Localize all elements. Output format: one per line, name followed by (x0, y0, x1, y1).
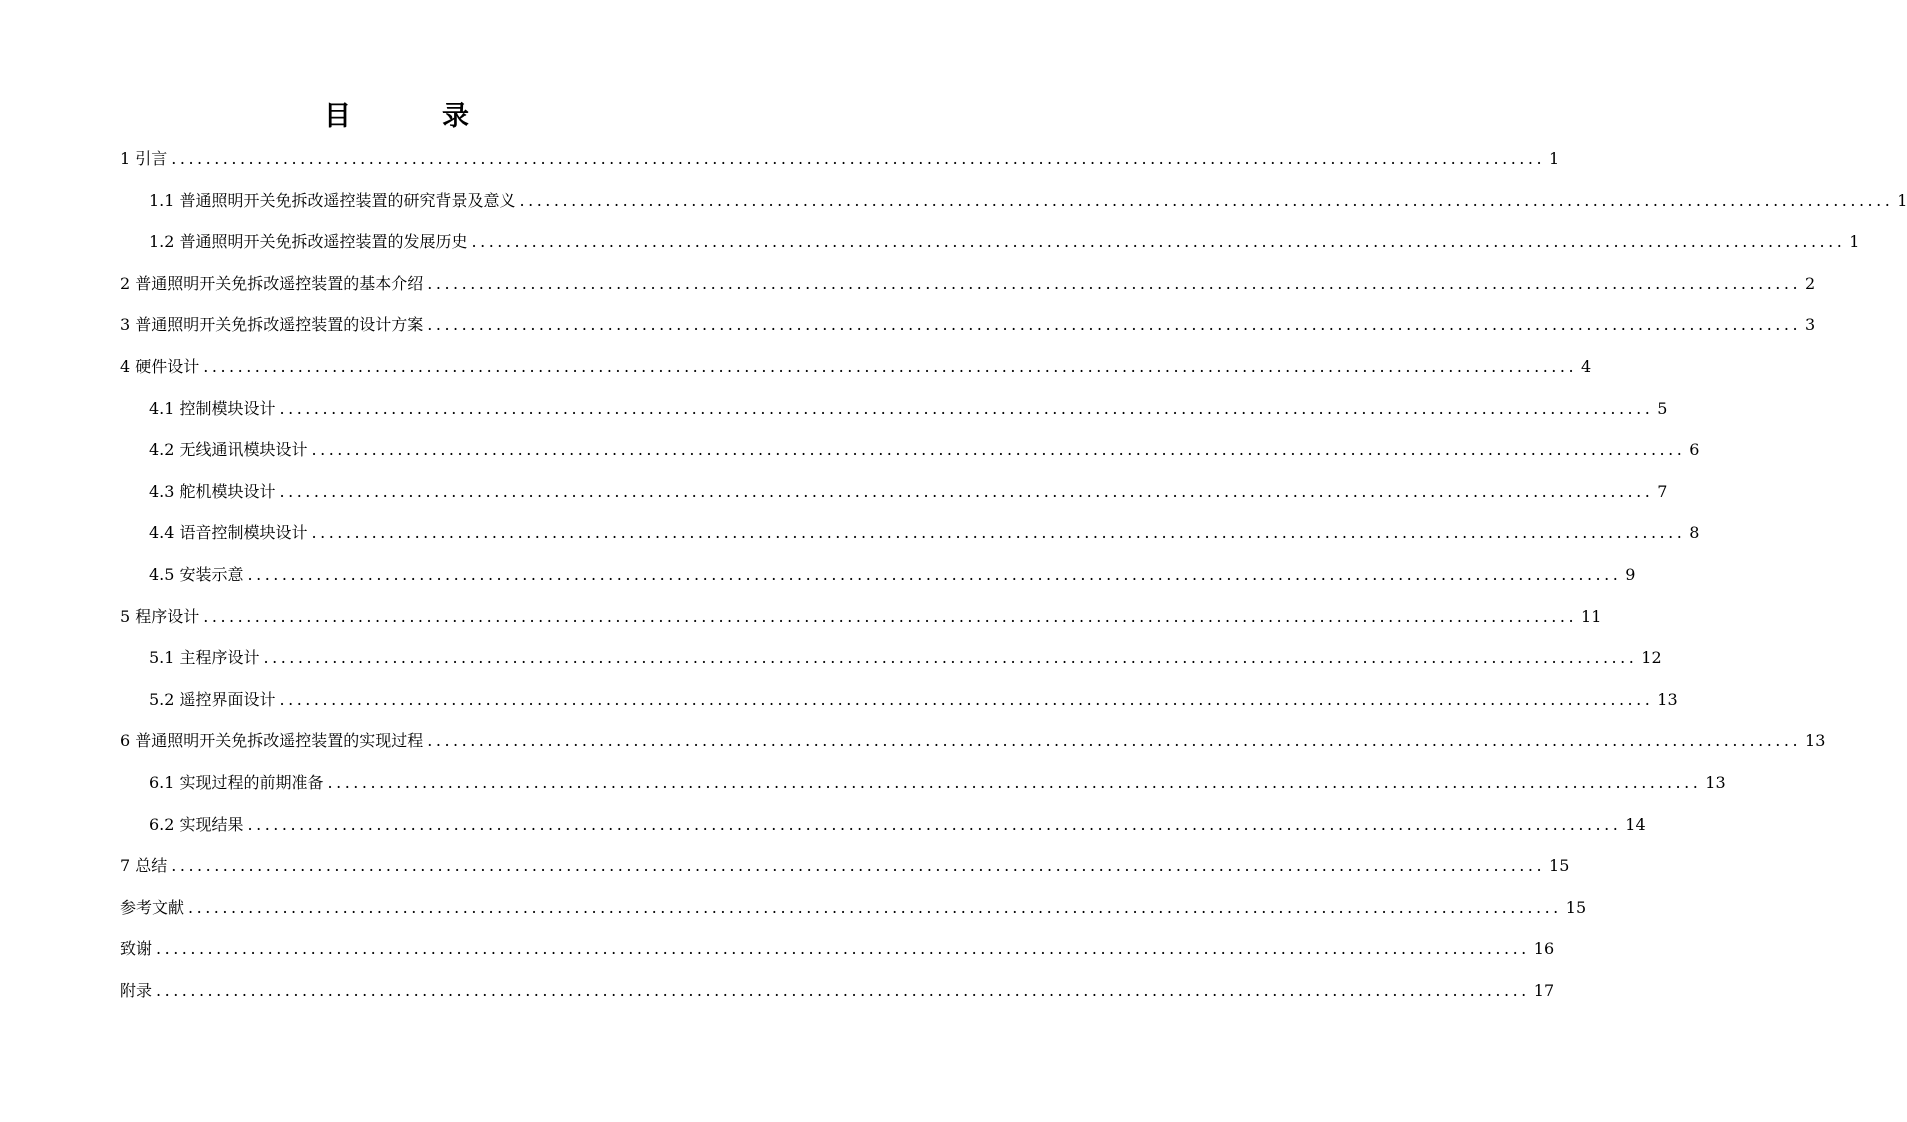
toc-entry-title: 参考文献 (120, 897, 185, 917)
toc-entry-title: 2 普通照明开关免拆改遥控装置的基本介绍 (120, 273, 424, 293)
toc-dot-leader: ................................................................................................................................................................ (427, 315, 1802, 335)
toc-entry-title: 4 硬件设计 (120, 356, 200, 376)
toc-entry-page-number: 2 (1805, 273, 1816, 293)
toc-entry-title: 6 普通照明开关免拆改遥控装置的实现过程 (120, 731, 424, 751)
toc-entry-page-number: 13 (1805, 731, 1826, 751)
toc-entry-page-number: 13 (1705, 772, 1726, 792)
toc-dot-leader: ................................................................................................................................................................ (171, 149, 1546, 168)
toc-entry[interactable] (120, 354, 1592, 396)
toc-dot-leader: ................................................................................................................................................................ (156, 939, 1530, 959)
toc-entry-title: 5.2 遥控界面设计 (149, 689, 276, 709)
toc-entry[interactable] (120, 936, 1555, 978)
toc-entry-page-number: 1 (1549, 149, 1560, 168)
toc-entry[interactable] (120, 562, 1636, 604)
toc-entry-page-number: 17 (1533, 980, 1555, 1000)
toc-entry-page-number: 15 (1549, 856, 1570, 876)
toc-entry[interactable] (120, 146, 1560, 188)
toc-dot-leader: ................................................................................................................................................................ (188, 897, 1562, 917)
toc-entry-title: 附录 (120, 980, 153, 1000)
toc-entry-title: 4.4 语音控制模块设计 (149, 523, 308, 543)
toc-dot-leader: ................................................................................................................................................................ (247, 564, 1622, 584)
toc-dot-leader: ................................................................................................................................................................ (156, 980, 1530, 1000)
toc-entry-title: 1.2 普通照明开关免拆改遥控装置的发展历史 (149, 232, 468, 252)
toc-entry[interactable] (120, 479, 1668, 521)
page-title: 目 录 (324, 101, 501, 132)
toc-entry[interactable] (120, 645, 1662, 687)
toc-entry-title: 6.1 实现过程的前期准备 (149, 772, 324, 792)
toc-entry-page-number: 7 (1657, 481, 1668, 501)
toc-entry[interactable] (120, 812, 1646, 854)
toc-entry[interactable] (120, 604, 1602, 646)
toc-entry[interactable] (120, 728, 1826, 770)
toc-entry-title: 5 程序设计 (120, 606, 200, 626)
toc-entry-title: 1 引言 (120, 149, 168, 168)
toc-dot-leader: ................................................................................................................................................................ (279, 481, 1654, 501)
toc-entry[interactable] (120, 312, 1816, 354)
toc-dot-leader: ................................................................................................................................................................ (203, 356, 1578, 376)
toc-entry-page-number: 9 (1625, 564, 1636, 584)
toc-dot-leader: ................................................................................................................................................................ (203, 606, 1578, 626)
toc-dot-leader: ................................................................................................................................................................ (311, 523, 1686, 543)
toc-entry[interactable] (120, 895, 1587, 937)
toc-entry-page-number: 1 (1897, 190, 1907, 210)
toc-dot-leader: ................................................................................................................................................................ (263, 648, 1638, 668)
toc-dot-leader: ................................................................................................................................................................ (247, 814, 1622, 834)
toc-entry-page-number: 15 (1565, 897, 1587, 917)
toc-entry-page-number: 16 (1533, 939, 1555, 959)
table-of-contents (120, 146, 1907, 1019)
toc-entry-page-number: 12 (1641, 648, 1662, 668)
toc-entry-title: 3 普通照明开关免拆改遥控装置的设计方案 (120, 315, 424, 335)
toc-entry-page-number: 1 (1849, 232, 1860, 252)
toc-dot-leader: ................................................................................................................................................................ (427, 731, 1802, 751)
toc-dot-leader: ................................................................................................................................................................ (171, 856, 1546, 876)
toc-entry-page-number: 3 (1805, 315, 1816, 335)
toc-entry-title: 4.3 舵机模块设计 (149, 481, 276, 501)
toc-entry-title: 致谢 (120, 939, 153, 959)
toc-entry-title: 5.1 主程序设计 (149, 648, 260, 668)
toc-entry[interactable] (120, 687, 1678, 729)
toc-entry[interactable] (120, 271, 1816, 313)
toc-entry[interactable] (120, 437, 1700, 479)
toc-entry[interactable] (120, 229, 1860, 271)
toc-dot-leader: ................................................................................................................................................................ (279, 398, 1654, 418)
toc-entry[interactable] (120, 978, 1555, 1020)
toc-entry[interactable] (120, 853, 1570, 895)
toc-entry[interactable] (120, 520, 1700, 562)
toc-entry-title: 4.2 无线通讯模块设计 (149, 440, 308, 460)
toc-dot-leader: ................................................................................................................................................................ (471, 232, 1846, 252)
toc-entry-title: 4.1 控制模块设计 (149, 398, 276, 418)
toc-entry-title: 1.1 普通照明开关免拆改遥控装置的研究背景及意义 (149, 190, 516, 210)
toc-entry-title: 7 总结 (120, 856, 168, 876)
toc-entry-title: 6.2 实现结果 (149, 814, 244, 834)
toc-entry-page-number: 14 (1625, 814, 1646, 834)
toc-entry-page-number: 5 (1657, 398, 1668, 418)
toc-dot-leader: ................................................................................................................................................................ (311, 440, 1686, 460)
toc-entry-page-number: 11 (1581, 606, 1602, 626)
toc-dot-leader: ................................................................................................................................................................ (427, 273, 1802, 293)
toc-entry-page-number: 6 (1689, 440, 1700, 460)
toc-entry[interactable] (120, 770, 1726, 812)
toc-entry-title: 4.5 安装示意 (149, 564, 244, 584)
toc-dot-leader: ................................................................................................................................................................ (279, 689, 1654, 709)
toc-entry-page-number: 8 (1689, 523, 1700, 543)
toc-entry-page-number: 4 (1581, 356, 1592, 376)
toc-entry-page-number: 13 (1657, 689, 1678, 709)
toc-entry[interactable] (120, 188, 1907, 230)
toc-dot-leader: ................................................................................................................................................................ (327, 772, 1702, 792)
toc-entry[interactable] (120, 396, 1668, 438)
toc-dot-leader: ................................................................................................................................................................ (519, 190, 1894, 210)
